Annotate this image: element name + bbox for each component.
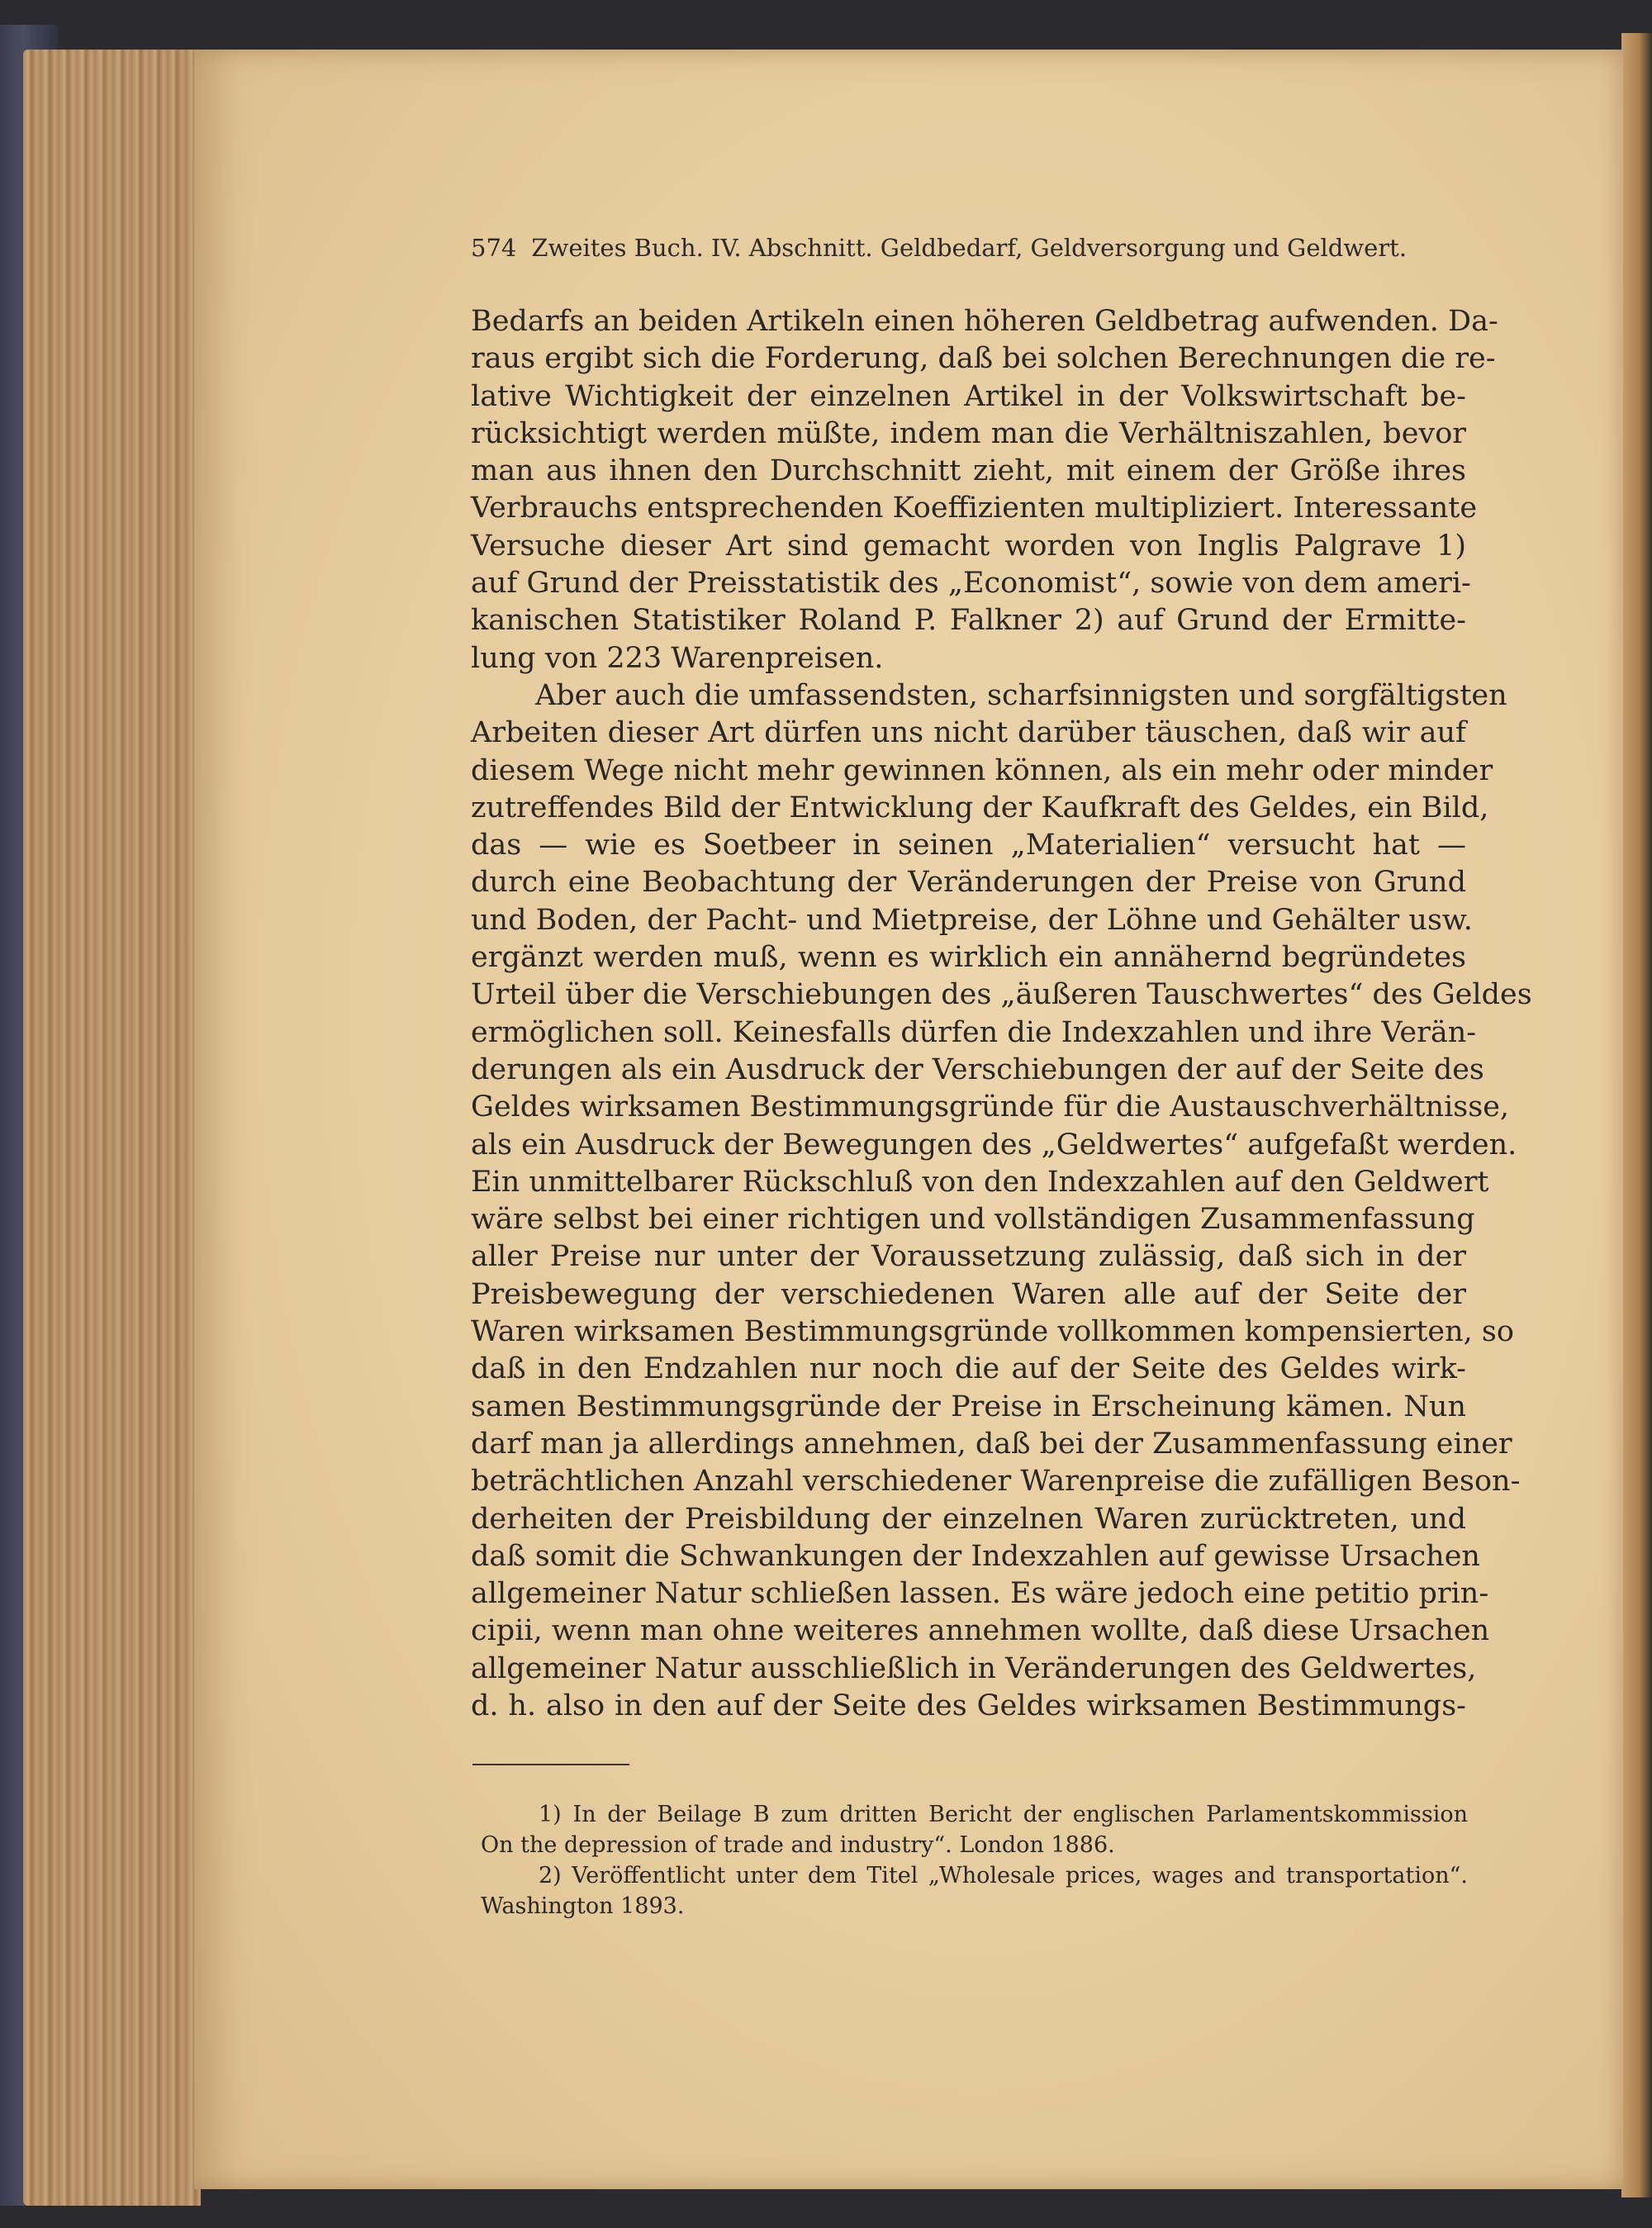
text-line: wäre selbst bei einer richtigen und vollständigen Zusammenfassung — [471, 1203, 1475, 1237]
text-line: lative Wichtigkeit der einzelnen Artikel in der Volkswirtschaft be- — [471, 379, 1466, 413]
text-line: ergänzt werden muß, wenn es wirklich ein annähernd begründetes — [471, 941, 1466, 975]
text-line: Geldes wirksamen Bestimmungsgründe für die Austauschverhältnisse, — [471, 1090, 1510, 1124]
footnote-divider — [472, 1764, 629, 1765]
text-line: man aus ihnen den Durchschnitt zieht, mit einem der Größe ihres — [471, 454, 1466, 488]
text-line: daß somit die Schwankungen der Indexzahlen auf gewisse Ursachen — [471, 1539, 1480, 1573]
text-line: das — wie es Soetbeer in seinen „Materialien“ versucht hat — — [471, 829, 1466, 862]
text-line: raus ergibt sich die Forderung, daß bei solchen Berechnungen die re- — [471, 342, 1496, 376]
text-line: Preisbewegung der verschiedenen Waren alle auf der Seite der — [471, 1277, 1466, 1311]
page-right-edge — [1621, 33, 1652, 2197]
text-line: rücksichtigt werden müßte, indem man die Verhältniszahlen, bevor — [471, 416, 1466, 450]
footnote-line: On the depression of trade and industry“. London 1886. — [481, 1832, 1115, 1858]
text-line: Verbrauchs entsprechenden Koeffizienten multipliziert. Interessante — [471, 492, 1478, 525]
text-line: Arbeiten dieser Art dürfen uns nicht darüber täuschen, daß wir auf — [471, 716, 1466, 750]
text-line: Waren wirksamen Bestimmungsgründe vollkommen kompensierten, so — [471, 1315, 1514, 1349]
text-line: allgemeiner Natur schließen lassen. Es wäre jedoch eine petitio prin- — [471, 1577, 1489, 1611]
text-line: derheiten der Preisbildung der einzelnen Waren zurücktreten, und — [471, 1502, 1466, 1536]
text-line: lung von 223 Warenpreisen. — [471, 641, 884, 675]
text-line: und Boden, der Pacht- und Mietpreise, der Löhne und Gehälter usw. — [471, 903, 1473, 937]
text-line: Bedarfs an beiden Artikeln einen höheren Geldbetrag aufwenden. Da- — [471, 305, 1498, 338]
text-line: durch eine Beobachtung der Veränderungen der Preise von Grund — [471, 866, 1466, 900]
text-line: Versuche dieser Art sind gemacht worden von Inglis Palgrave 1) — [471, 529, 1466, 563]
text-line: Ein unmittelbarer Rückschluß von den Indexzahlen auf den Geldwert — [471, 1165, 1489, 1199]
text-line: samen Bestimmungsgründe der Preise in Erscheinung kämen. Nun — [471, 1390, 1466, 1423]
text-line: als ein Ausdruck der Bewegungen des „Geldwertes“ aufgefaßt werden. — [471, 1128, 1517, 1162]
text-line: Urteil über die Verschiebungen des „äußeren Tauschwertes“ des Geldes — [471, 978, 1532, 1012]
stacked-page-edges — [23, 50, 201, 2206]
text-line: derungen als ein Ausdruck der Verschiebungen der auf der Seite des — [471, 1052, 1484, 1086]
text-line: aller Preise nur unter der Voraussetzung zulässig, daß sich in der — [471, 1240, 1466, 1274]
text-line: auf Grund der Preisstatistik des „Economist“, sowie von dem ameri- — [471, 567, 1471, 601]
text-line: kanischen Statistiker Roland P. Falkner 2) auf Grund der Ermitte- — [471, 604, 1466, 638]
text-line: cipii, wenn man ohne weiteres annehmen wollte, daß diese Ursachen — [471, 1614, 1490, 1648]
text-line: d. h. also in den auf der Seite des Geldes wirksamen Bestimmungs- — [471, 1689, 1466, 1722]
running-title: Zweites Buch. IV. Abschnitt. Geldbedarf, Geldversorgung und Geldwert. — [531, 234, 1408, 262]
footnotes — [481, 1799, 1468, 1922]
footnote-line: 1) In der Beilage B zum dritten Bericht der englischen Parlamentskommission — [539, 1802, 1468, 1827]
footnote-line: Washington 1893. — [481, 1893, 685, 1919]
running-header — [471, 234, 1417, 262]
text-line: zutreffendes Bild der Entwicklung der Kaufkraft des Geldes, ein Bild, — [471, 791, 1489, 824]
body-text — [471, 303, 1532, 1725]
text-line: diesem Wege nicht mehr gewinnen können, als ein mehr oder minder — [471, 753, 1493, 787]
footnote-line: 2) Veröffentlicht unter dem Titel „Wholesale prices, wages and transportation“. — [539, 1863, 1468, 1888]
text-line: beträchtlichen Anzahl verschiedener Warenpreise die zufälligen Beson- — [471, 1465, 1521, 1499]
text-line: ermöglichen soll. Keinesfalls dürfen die Indexzahlen und ihre Verän- — [471, 1015, 1477, 1049]
text-line: Aber auch die umfassendsten, scharfsinnigsten und sorgfältigsten — [535, 678, 1507, 712]
text-line: darf man ja allerdings annehmen, daß bei der Zusammenfassung einer — [471, 1427, 1512, 1461]
page-number: 574 — [471, 234, 517, 262]
text-line: daß in den Endzahlen nur noch die auf der Seite des Geldes wirk- — [471, 1352, 1466, 1386]
text-line: allgemeiner Natur ausschließlich in Veränderungen des Geldwertes, — [471, 1651, 1477, 1685]
